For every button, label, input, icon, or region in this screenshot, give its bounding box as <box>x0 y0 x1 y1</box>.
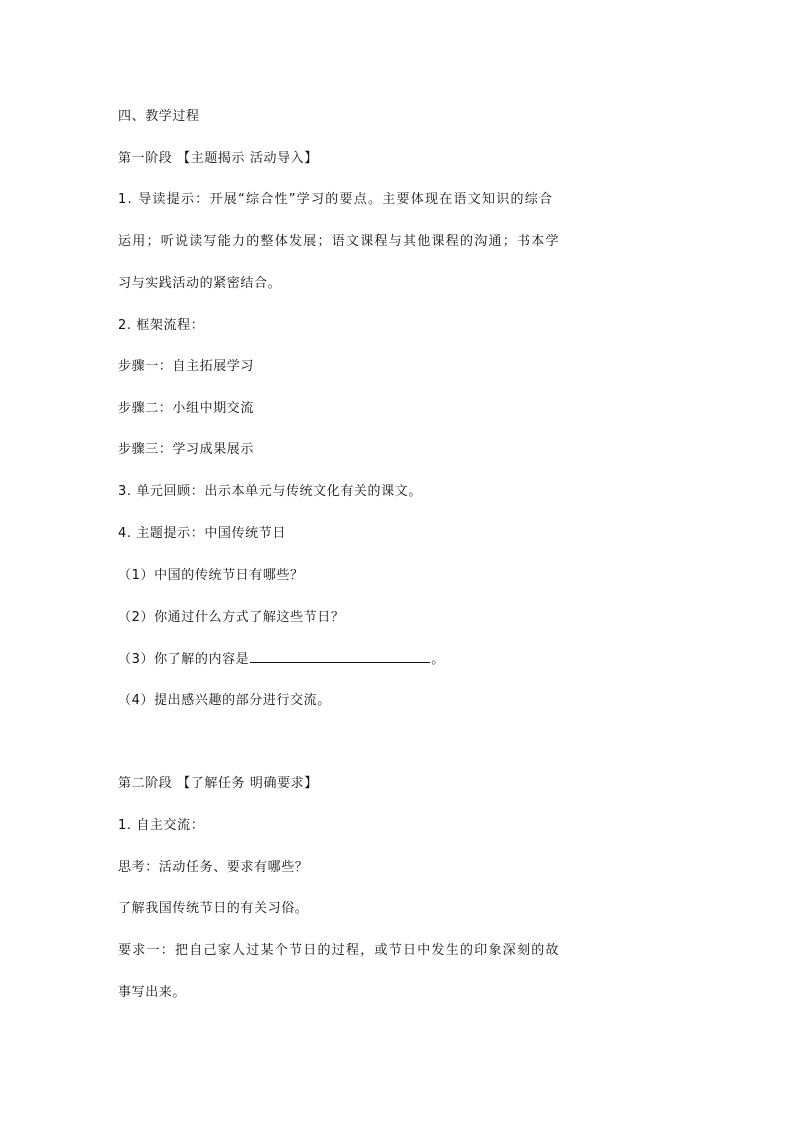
question-3-suffix: 。 <box>431 652 445 667</box>
item1-line1: 1. 导读提示：开展“综合性”学习的要点。主要体现在语文知识的综合 <box>118 192 554 207</box>
learn-text: 了解我国传统节日的有关习俗。 <box>118 901 309 916</box>
step3-text: 步骤三：学习成果展示 <box>118 442 255 457</box>
question-3-prefix: （3）你了解的内容是 <box>118 652 250 667</box>
step2-text: 步骤二：小组中期交流 <box>118 401 255 416</box>
item2-heading: 2. 框架流程： <box>118 318 205 333</box>
item1-line2: 运用；听说读写能力的整体发展；语文课程与其他课程的沟通；书本学 <box>118 234 560 249</box>
step1-text: 步骤一：自主拓展学习 <box>118 359 255 374</box>
stage2-item1: 1. 自主交流： <box>118 818 205 833</box>
requirement1-line1: 要求一：把自己家人过某个节日的过程，或节日中发生的印象深刻的故 <box>118 943 560 958</box>
question-3 <box>118 650 445 669</box>
fill-in-blank <box>250 650 430 663</box>
question-1: （1）中国的传统节日有哪些？ <box>118 568 304 583</box>
stage1-title: 第一阶段 【主题揭示 活动导入】 <box>118 151 318 166</box>
question-2: （2）你通过什么方式了解这些节日？ <box>118 610 345 625</box>
question-4: （4）提出感兴趣的部分进行交流。 <box>118 693 331 708</box>
requirement1-line2: 事写出来。 <box>118 985 187 1000</box>
stage2-title: 第二阶段 【了解任务 明确要求】 <box>118 776 318 791</box>
think-text: 思考：活动任务、要求有哪些？ <box>118 860 309 875</box>
item1-line3: 习与实践活动的紧密结合。 <box>118 276 282 291</box>
item4-text: 4. 主题提示：中国传统节日 <box>118 526 286 541</box>
section-heading: 四、教学过程 <box>118 109 200 124</box>
item3-text: 3. 单元回顾：出示本单元与传统文化有关的课文。 <box>118 484 422 499</box>
